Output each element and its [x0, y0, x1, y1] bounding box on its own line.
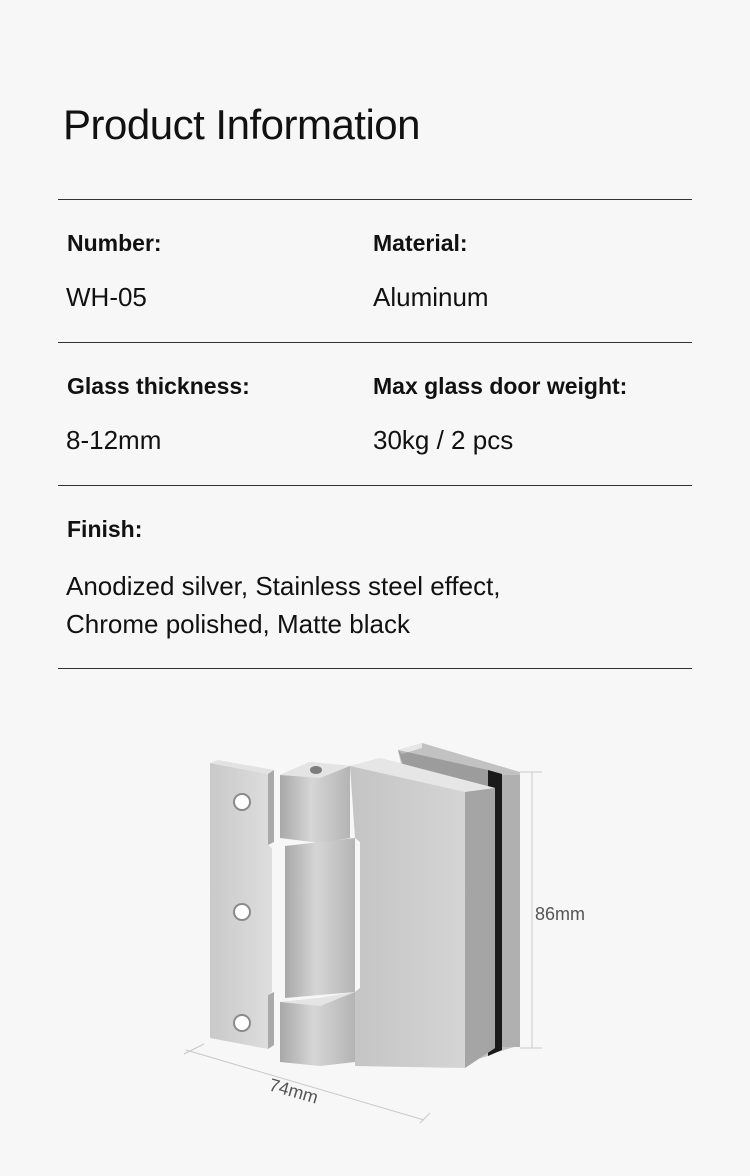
wall-plate: [210, 760, 274, 1049]
max-weight-label: Max glass door weight:: [373, 373, 628, 399]
height-dim-label: 86mm: [535, 904, 586, 924]
hinge-barrel: [280, 762, 355, 1066]
page-title: Product Information: [63, 101, 421, 148]
material-value: Aluminum: [373, 282, 489, 312]
divider: [58, 342, 692, 343]
divider: [58, 485, 692, 486]
finish-line: Chrome polished, Matte black: [66, 609, 410, 639]
max-weight-value: 30kg / 2 pcs: [373, 425, 514, 455]
divider: [58, 668, 692, 669]
hinge-product-image: [170, 730, 620, 1130]
finish-line: Anodized silver, Stainless steel effect,: [66, 571, 501, 601]
width-dim-label: 74mm: [266, 1074, 321, 1108]
number-value: WH-05: [66, 282, 147, 312]
finish-label: Finish:: [67, 516, 143, 542]
material-label: Material:: [373, 230, 468, 256]
glass-thickness-value: 8-12mm: [66, 425, 162, 455]
glass-thickness-label: Glass thickness:: [67, 373, 250, 399]
height-dimension: [520, 772, 585, 1048]
divider: [58, 199, 692, 200]
front-clamp-plate: [350, 758, 495, 1068]
number-label: Number:: [67, 230, 162, 256]
finish-value: [66, 567, 686, 643]
